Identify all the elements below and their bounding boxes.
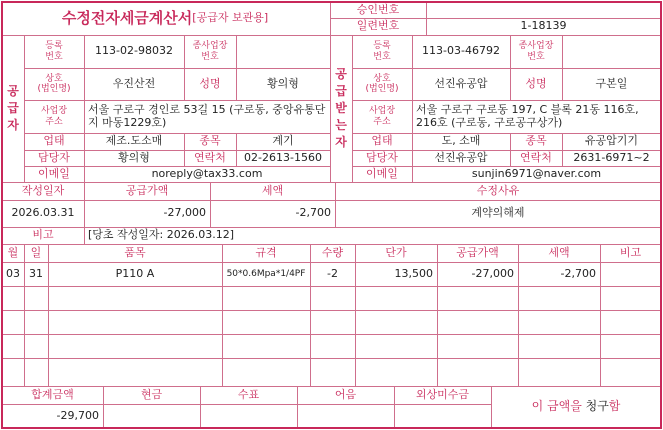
supplier-contact-label: 연락처 (194, 150, 226, 164)
buyer-reg-no-label: 등록 번호 (373, 41, 391, 62)
serial-no-value: 1-18139 (520, 19, 567, 33)
row-month: 03 (6, 266, 20, 280)
buyer-side-char: 자 (335, 135, 347, 149)
approval-no-value (426, 2, 661, 18)
buyer-company-label: 상호 (법인명) (365, 73, 399, 94)
claim-statement (491, 386, 661, 428)
tax-amount-label: 세액 (261, 183, 284, 197)
col-month-header: 월 (7, 245, 19, 259)
supplier-sub-business-no (236, 35, 330, 68)
row-spec: 50*0.6Mpa*1/4PF (226, 268, 306, 279)
invoice-title (0, 2, 330, 35)
buyer-manager-label: 담당자 (366, 150, 398, 164)
buyer-reg-no: 113-03-46792 (422, 44, 500, 58)
supply-amount: -27,000 (163, 206, 206, 220)
supplier-company-name: 우진산전 (112, 76, 156, 90)
issue-date: 2026.03.31 (11, 206, 75, 220)
buyer-business-type-label: 업태 (371, 134, 393, 148)
claim-type: 청구 (585, 399, 609, 414)
buyer-business-item: 유공압기기 (584, 134, 639, 148)
buyer-ceo-label: 성명 (525, 76, 547, 90)
bill-label: 어음 (334, 387, 357, 401)
total-amount: -29,700 (56, 408, 99, 422)
approval-no-label: 승인번호 (356, 2, 400, 16)
col-note-header: 비고 (619, 245, 642, 259)
buyer-email[interactable]: sunjin6971@naver.com (471, 166, 602, 180)
col-qty-header: 수량 (321, 245, 344, 259)
supplier-email[interactable]: noreply@tax33.com (151, 166, 263, 180)
buyer-contact: 2631-6971~2 (573, 150, 650, 164)
supplier-side-char: 자 (7, 118, 19, 132)
col-item-header: 품목 (124, 245, 146, 259)
row-note (600, 262, 661, 286)
buyer-side-char: 급 (335, 84, 347, 98)
total-label: 합계금액 (31, 387, 74, 401)
check-label: 수표 (237, 387, 260, 401)
buyer-sub-business-no (562, 35, 661, 68)
claim-text-suffix: 함 (608, 399, 621, 414)
supplier-business-item-label: 종목 (199, 134, 221, 148)
buyer-side-char: 는 (335, 118, 347, 132)
supplier-email-label: 이메일 (38, 166, 70, 180)
cash-label: 현금 (140, 387, 163, 401)
supplier-business-type-label: 업태 (43, 134, 65, 148)
note-value: [당초 작성일자: 2026.03.12] (88, 228, 235, 242)
col-supply-header: 공급가액 (456, 245, 499, 259)
buyer-business-item-label: 종목 (525, 134, 547, 148)
col-unit-price-header: 단가 (385, 245, 407, 259)
row-tax: -2,700 (560, 266, 596, 280)
title-text: 수정전자세금계산서 (61, 8, 193, 27)
reason-label: 수정사유 (476, 183, 520, 197)
buyer-manager: 선진유공압 (434, 150, 488, 164)
claim-text-prefix: 이 금액을 (531, 399, 586, 414)
supplier-side-label (2, 35, 24, 182)
title-subtitle: [공급자 보관용] (192, 11, 269, 25)
check-amount (200, 404, 297, 428)
supplier-business-type: 제조.도소매 (105, 134, 163, 148)
buyer-address-label: 사업장 주소 (368, 106, 396, 127)
col-tax-header: 세액 (548, 245, 570, 259)
buyer-address: 서울 구로구 구로동 197, C 블록 21동 116호, 216호 (구로동, 구로공구상가) (416, 102, 639, 129)
supplier-side-char: 공 (7, 84, 19, 98)
note-label: 비고 (32, 228, 54, 242)
supply-amount-label: 공급가액 (125, 183, 169, 197)
buyer-side-char: 받 (335, 101, 347, 115)
amend-reason: 계약의해제 (471, 206, 525, 220)
serial-no-label: 일련번호 (356, 19, 400, 33)
tax-amount: -2,700 (295, 206, 331, 220)
buyer-side-label (330, 35, 352, 182)
buyer-business-type: 도, 소매 (441, 134, 481, 148)
buyer-side-char: 공 (335, 67, 347, 81)
supplier-manager-label: 담당자 (38, 150, 70, 164)
supplier-business-item: 계기 (272, 134, 294, 148)
col-day-header: 일 (30, 245, 42, 259)
supplier-reg-no-label: 등록 번호 (45, 41, 63, 62)
supplier-company-label: 상호 (법인명) (37, 73, 71, 94)
row-qty: -2 (327, 266, 338, 280)
date-label: 작성일자 (21, 183, 65, 197)
buyer-company-name: 선진유공압 (434, 76, 488, 90)
cash-amount (103, 404, 200, 428)
supplier-address-label: 사업장 주소 (40, 106, 68, 127)
row-item: P110 A (115, 266, 155, 280)
supplier-sub-business-label: 종사업장 번호 (192, 41, 228, 62)
supplier-ceo-label: 성명 (199, 76, 221, 90)
supplier-address: 서울 구로구 경인로 53길 15 (구로동, 중앙유통단지 마동1229호) (88, 102, 326, 129)
credit-amount (394, 404, 491, 428)
supplier-ceo-name: 황의형 (267, 76, 299, 90)
row-unit-price: 13,500 (394, 266, 433, 280)
supplier-manager: 황의형 (118, 150, 150, 164)
buyer-ceo-name: 구본일 (595, 76, 628, 90)
buyer-email-label: 이메일 (366, 166, 398, 180)
supplier-side-char: 급 (7, 101, 19, 115)
row-supply: -27,000 (471, 266, 514, 280)
row-day: 31 (29, 266, 43, 280)
supplier-reg-no: 113-02-98032 (95, 44, 173, 58)
col-spec-header: 규격 (255, 245, 277, 259)
buyer-sub-business-label: 종사업장 번호 (518, 41, 554, 62)
buyer-contact-label: 연락처 (520, 150, 552, 164)
bill-amount (297, 404, 394, 428)
credit-label: 외상미수금 (415, 387, 470, 401)
supplier-contact: 02-2613-1560 (244, 150, 322, 164)
